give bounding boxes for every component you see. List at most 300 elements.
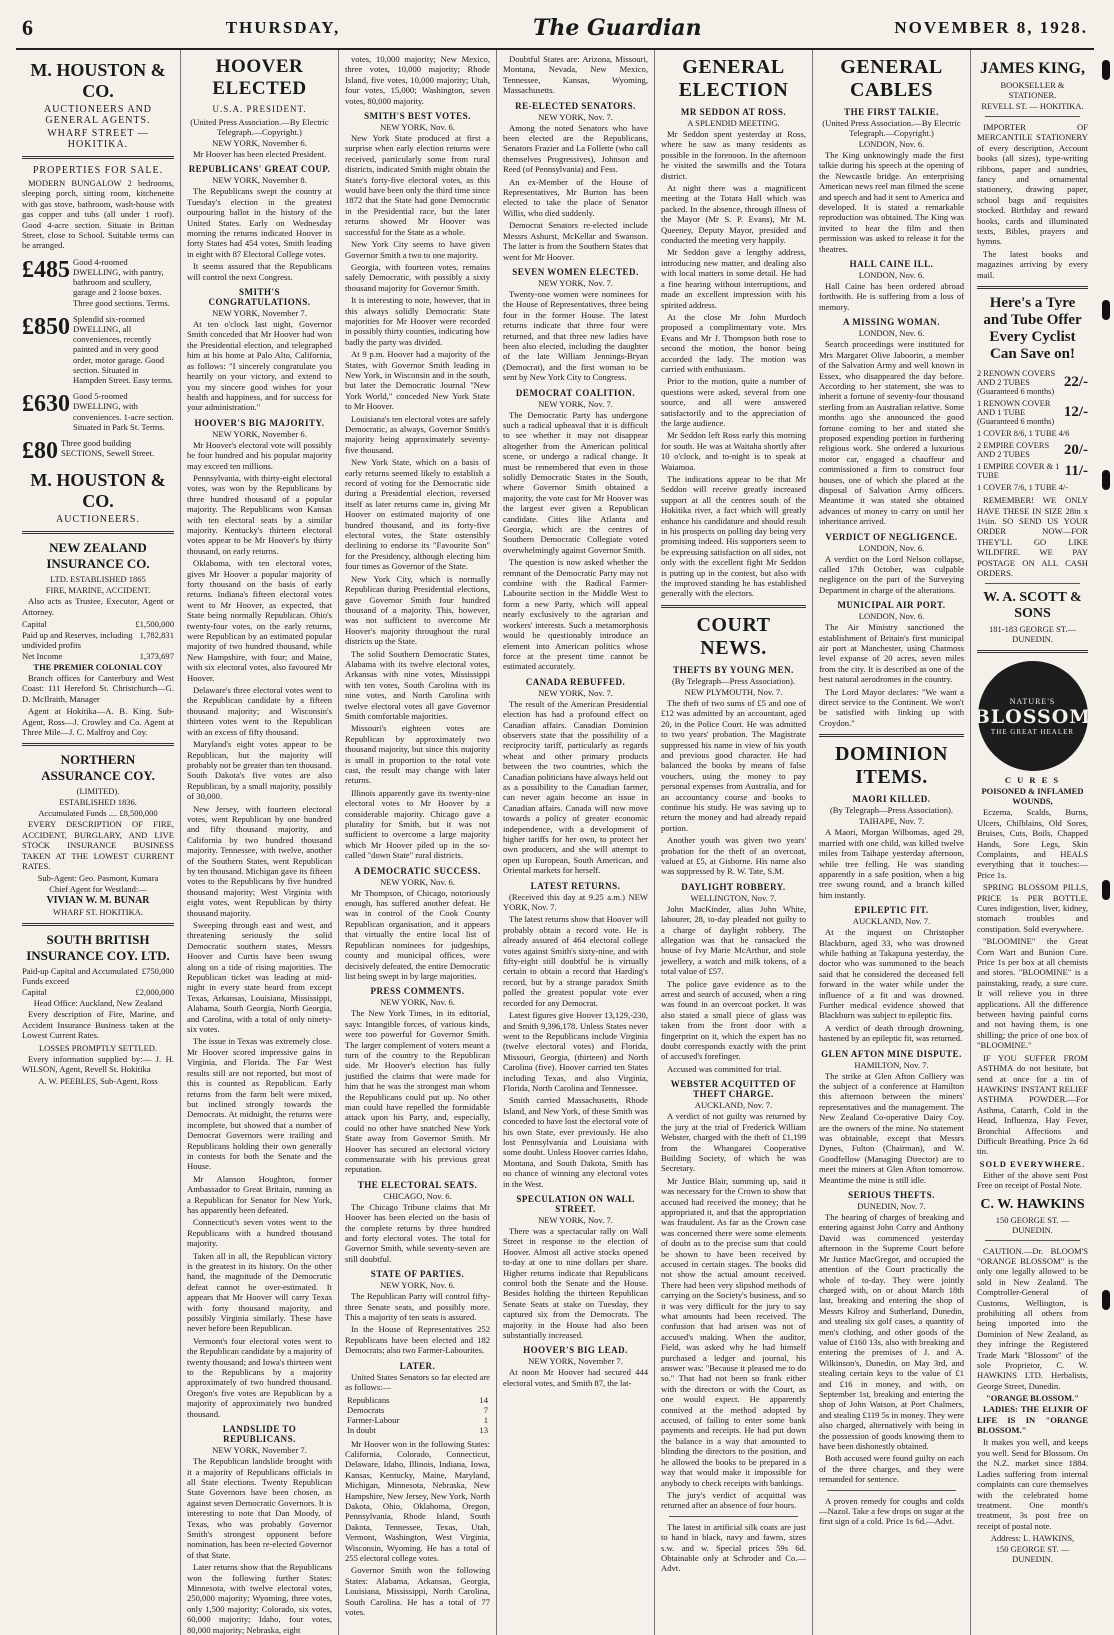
nz-insurance-trustee: Also acts as Trustee, Executor, Agent or Attorney. (22, 596, 174, 617)
tyre-note: REMEMBER! WE ONLY HAVE THESE IN SIZE 28in x 1½in. SO SEND US YOUR ORDER NOW—FOR THEY'LL GO LIKE WILDFIRE. WE PAY POSTAGE ON ALL CASH ORDERS. (977, 495, 1088, 578)
offer-price: 20/- (1063, 441, 1088, 458)
article-dateline: HAMILTON, Nov. 7. (854, 1059, 929, 1070)
article-dateline: NEW YORK, November 6. (212, 138, 307, 148)
article-heading: MAORI KILLED. (852, 794, 931, 805)
article-paragraph: Oklahoma, with ten electoral votes, gives Mr Hoover a popular majority of forty thousand on the basis of early returns. Indiana's fifteen electoral votes went to Mr Hoover, as expected, that State being normally Republican. Ohio's twenty-four votes, on the early returns, were Republican by an estimated popular majority of two hundred thousand, while New Hampshire, with four; and Maine, with six electoral votes, also favoured Mr Hoover. (187, 558, 332, 683)
figure-value: 1,373,697 (139, 650, 174, 661)
article-paragraph: The New York Times, in its editorial, says: Intangible forces, of various kinds, were too powerful for Governor Smith. The larger complement of voters meant a turn of the country to the Republican side. Mr Hoover's election has fully justified the claims that were made for him that he was the strongest man whom the Republicans could put up. No other man could have repelled the formidable attack upon his Party, and, especially, could no other have snatched New York State away from Governor Smith. Mr Hoover has secured an electoral victory commensurate with his previous great reputation. (345, 1008, 490, 1175)
article-dateline: TAIHAPE, Nov. 7. (858, 816, 925, 827)
paragraph: Governor Smith won the following States: Alabama, Arkansas, Georgia, Louisiana, Mississippi, North Carolina, South Carolina. He has a total of 77 votes. (345, 1565, 490, 1617)
article-paragraph: A Maori, Morgan Wilbomas, aged 29, married with one child, was killed twelve miles from Taihape yesterday afternoon, while tree felling. He was standing apparently in a safe position, when a big tree swung round, and a branch killed him instantly. (819, 827, 964, 900)
article-heading: MUNICIPAL AIR PORT. (837, 600, 946, 611)
article-heading: SEVEN WOMEN ELECTED. (512, 266, 639, 277)
article-subheading: A SPLENDID MEETING. (687, 118, 780, 128)
listing-price: £485 (22, 256, 70, 283)
south-british-desc: Every description of Fire, Marine, and Accident Insurance Business taken at the Lowest Current Rates. (22, 1009, 174, 1041)
article-paragraph: An ex-Member of the House of Representatives, Mr Burton has been elected to take the place of Senator Willis, who died suddenly. (503, 176, 648, 218)
blossom-pills: SPRING BLOSSOM PILLS, PRICE 1s PER BOTTLE. Cures indigestion, liver, kidney, stomach troubles and constipation. Sold everywhere. (977, 882, 1088, 934)
punch-hole-mark (1102, 1290, 1110, 1310)
article-paragraph: The Democratic Party has undergone such a radical upheaval that it is difficult to see whether it may not disappear altogether from the American political scene, or undergo a radical change. It must be remembered that even in those solidly Democratic States in the South, where Governor Smith obtained a majority, the vote cast for Mr Hoover was the largest ever given a Republican candidate. Cities like Atlanta and Georgia, which are the centres of Southern Democratic Collegiate voted overwhelmingly against Governor Smith. (503, 409, 648, 555)
figure-row (22, 619, 174, 629)
article-dateline: LONDON, Nov. 6. (858, 270, 925, 281)
article-paragraph: Mr Justice Blair, summing up, said it was necessary for the Crown to show that accused had received the money; that he appropriated it, and that the appropriation was fraudulent. As far as the Crown case was concerned there were some elements of doubt as to the precise sum that could be shown to have been received by accused in certain stages. The books did not show the actual amount received. There had been very slipshod methods of carrying on the Society's business, and so it was very difficult for the jury to say what amounts had been received. The confusion that had arisen was not of accused's making. When the auditor, Field, was asked why he had himself purchased a ledger and journal, his answer was: "Because it pleased me to do so." That had not been so frank either with the directors or with the Court, as one would expect. He apparently connived at the method adopted by accused, of failing to enter some bank payments and receipts. He had put down the balance in a way that amounted to blinding the directors to the position, and he allowed the books to be prepared in a way that would make it impossible for anybody to check receipts with bankings. (661, 1175, 806, 1488)
tyre-offer-row (977, 483, 1088, 492)
party-count: 7 (483, 1404, 488, 1415)
article-heading: THE FIRST TALKIE. (844, 107, 939, 117)
article-dateline: NEW PLYMOUTH, Nov. 7. (684, 686, 783, 697)
article-paragraph: Prior to the motion, quite a number of questions were asked, several from one source, and all were answered satisfactorily and to the appreciation of the large audience. (661, 376, 806, 428)
divider (819, 734, 964, 737)
article-paragraph: The Republicans swept the country at Tuesday's election in the greatest outpouring ballot in the history of the United States. Early on Wednesday morning the returns indicated Hoover in forty States had 454 votes, Smith leading in eight with 87 Electoral College votes. (187, 186, 332, 259)
article-heading: DAYLIGHT ROBBERY. (681, 881, 786, 892)
northern-agent-address: WHARF ST. HOKITIKA. (52, 907, 144, 918)
election-local-articles (661, 107, 806, 599)
offer-text: 1 EMPIRE COVER & 1 TUBE (977, 462, 1060, 481)
article-paragraph: The Chicago Tribune claims that Mr Hoover has been elected on the basis of the complete returns by three hundred and forty electoral votes. The total for Governor Smith, while seventy-seven are still doubtful. (345, 1201, 490, 1264)
article-heading: LANDSLIDE TO REPUBLICANS. (222, 1424, 297, 1445)
divider (977, 650, 1088, 653)
article-dateline: NEW YORK, Nov. 6. (380, 876, 455, 887)
article-paragraph: Twenty-one women were nominees for the House of Representatives, three being four in the former House. The latest returns indicate that three four were returned, and that three new ladies have been also elected, including the daughter of the late William Jennings-Bryan (Democrat), and the first woman to be sent by New York City to Congress. (503, 288, 648, 383)
listing-text: Good 4-roomed DWELLING, with pantry, bathroom and scullery, garage and 2 loose boxes. Three good sections. Terms. (73, 256, 170, 308)
article-dateline: NEW YORK, November 7. (528, 1356, 623, 1367)
nz-insurance-agents: Agent at Hokitika—A. B. King. Sub-Agent, Ross—J. Crowley and Co. Agent at Three Mile—J. C. Malfroy and Coy. (22, 706, 174, 737)
article-heading: SMITH'S CONGRATULATIONS. (208, 287, 311, 308)
bungalow-listing: MODERN BUNGALOW 2 bedrooms, sleeping porch, sitting room, kitchenette with gas stove, bathroom, wash-house with gas copper and tubs (all under 1 roof). Good 4-acre section. Situate in Brittan Street, close to School. Suitable terms can be arranged. (22, 178, 174, 251)
james-king-address: REVELL ST. — HOKITIKA. (981, 101, 1084, 111)
properties-heading: PROPERTIES FOR SALE. (32, 165, 164, 176)
article-paragraph: Latest figures give Hoover 13,129,-230, and Smith 9,396,178. Unless States never went to the Republicans include Virginia (twelve electoral votes) and Florida, Missouri, Georgia, (thirteen) and North Carolina (five). Hoover carried ten States including Texas, and also Virginia, Florida, North Carolina and Tennessee. (503, 1010, 648, 1093)
column-senators (497, 50, 655, 1635)
article-paragraph: United States Senators so far elected are as follows:— (345, 1371, 490, 1393)
article-paragraph: Another youth was given two years' probation for the theft of an overcoat, valued at £5, at Gisborne. His name also was suppressed by R. W. Tate, S.M. (661, 835, 806, 877)
northern-sub-agent: Sub-Agent: Geo. Pasmont, Kumara (37, 873, 159, 884)
article-dateline: NEW YORK, Nov. 6. (380, 997, 455, 1008)
hawkins-address: 150 GEORGE ST. — DUNEDIN. (995, 1214, 1070, 1235)
article-paragraph: Sweeping through east and west, and threatening seriously the solid Democratic southern states, Messrs Hoover and Curtis have been swung along on a tide of rising majorities. The Republican ticket was leading at mid-night in every state heard from except Texas, Arkansas, Louisiana, Mississippi, Alabama, South Georgia, North Georgia, and Carolina, with a total of only ninety-six votes. (187, 920, 332, 1035)
article-paragraph: New York State produced at first a surprise when early election returns were received, particularly some from rural districts, indicated Smith might obtain the State's forty-five electoral votes, as this would have been only the third time since 1872 that the State had gone Democratic in the Presidential race, but the later returns showed Mr Hoover was successful for the State as a whole. (345, 133, 490, 237)
article-heading: HOOVER'S BIG LEAD. (523, 1345, 628, 1356)
property-listing (22, 314, 174, 385)
property-listing (22, 257, 174, 308)
article-heading: EPILEPTIC FIT. (854, 905, 929, 916)
party-name: In doubt (347, 1424, 376, 1435)
article-dateline: NEW YORK, November 7. (212, 308, 307, 319)
article-dateline: NEW YORK, November 8. (212, 175, 307, 186)
article-dateline: AUCKLAND, Nov. 7. (694, 1100, 773, 1111)
article-paragraph: Connecticut's seven votes went to the Republicans with a hundred thousand majority. (187, 1217, 332, 1249)
article-heading: VERDICT OF NEGLIGENCE. (825, 531, 958, 542)
general-election-headline: GENERAL ELECTION (678, 56, 789, 101)
article-paragraph: It seems assured that the Republicans will control the next Congress. (187, 261, 332, 282)
houston-name: M. HOUSTON & CO. (30, 60, 166, 101)
article-heading: RE-ELECTED SENATORS. (515, 100, 636, 111)
article-paragraph: In the House of Representatives 252 Republicans have been elected and 182 Democrats; also two Farmer-Labourites. (345, 1324, 490, 1356)
article-heading: LATEST RETURNS. (530, 880, 621, 891)
nz-insurance-branches: Branch offices for Canterbury and West Coast: 111 Hereford St. Christchurch—G. D. McIlraith, Manager (22, 672, 174, 704)
james-king-latest: The latest books and magazines arriving by every mail. (977, 248, 1088, 280)
article-paragraph: It is interesting to note, however, that in this always solidly Democratic State majorities for Mr Hoover were recorded in possibly thirty counties, indicating how badly the party was divided. (345, 295, 490, 347)
offer-text: 2 EMPIRE COVERS AND 2 TUBES (977, 441, 1050, 460)
article-heading: THEFTS BY YOUNG MEN. (673, 664, 794, 675)
article-paragraph: The strike at Glen Afton Colliery was the subject of a conference at Hamilton this afternoon between the miners' representatives and the management. The New Zealand Co-operative Dairy Coy. are the owners of the mine. No statement was obtainable, except that Messrs Dynes, Fulton (Chairman), and W. Goodfellow (Managing Director) are to meet the miners at Glen Afton tomorrow. Meantime the mine is still idle. (819, 1070, 964, 1185)
tyre-offer-row (977, 462, 1088, 480)
court-articles (661, 665, 806, 1511)
cures-label: C U R E S (1004, 775, 1061, 786)
article-paragraph: The result of the American Presidential election has had a profound effect on Canadian affairs. Canadian Dominion observers state that the possibility of a reciprocity tariff, particularly as regards wheat and other primary products between the two countries, which the Canadian politicians have always held out as a possibility to the Canadian farmer, can never again become an issue in Canadian affairs. Canada will now move towards a policy of greater economic independence, with a development of higher tariffs for her own, to protect her own producers, and she will attempt to open up European, South American, and Oriental markets for herself. (503, 698, 648, 876)
listing-text: Good 5-roomed DWELLING, with conveniences. 1-acre section. Situated in Park St. Terms. (73, 391, 174, 432)
article-paragraph: Illinois apparently gave its twenty-nine electoral votes to Mr Hoover by a considerable majority. Chicago gave a plurality for Smith, but it was not sufficient to overcome a large majority which Mr Hoover piled up in the so-called "down State" rural districts. (345, 787, 490, 861)
punch-hole-mark (1102, 880, 1110, 900)
article-paragraph: There was a spectacular rally on Wall Street in response to the election of Hoover. Almost all active stocks opened to-day at one to nine dollars per share. Higher returns indicate that Republicans control both the Senate and the House. Besides holding the thirteen Republican Senate Seats at stake on Tuesday, they captured six from the Democrats. The majority in the House had also been substantially increased. (503, 1226, 648, 1341)
hoover-credit: (United Press Association.—By Electric Telegraph.—Copyright.) (190, 117, 329, 137)
article-heading: A MISSING WOMAN. (842, 317, 941, 328)
cable-articles (819, 107, 964, 728)
article-paragraph: Smith carried Massachusetts, Rhode Island, and New York, of these Smith was conceded to have lost the electoral vote of his own State, ever previously. He also lost Pennsylvania and Louisiana with some doubt. Unless Hoover carries Idaho, Montana, and South Dakota, Smith has no chance of winning any electoral votes in the West. (503, 1095, 648, 1189)
article-subheading: (By Telegraph—Press Association). (829, 805, 954, 816)
article-heading: HALL CAINE ILL. (849, 259, 934, 270)
article-subheading: (United Press Association.—By Electric Telegraph.—Copyright.) (822, 118, 961, 138)
tyre-offers (977, 369, 1088, 492)
senate-row (345, 1415, 490, 1425)
article-paragraph: Georgia, with fourteen votes, remains safely Democratic, with possibly a sixty thousand majority for Governor Smith. (345, 261, 490, 293)
property-listing (22, 391, 174, 432)
james-king-role: BOOKSELLER & STATIONER. (1000, 80, 1065, 100)
listing-text: Splendid six-roomed DWELLING, all conveniences, recently painted and in very good order, motor garage. Good section. Situated in Hampden Street. Easy terms. (73, 313, 173, 386)
article-paragraph: The indications appear to be that Mr Seddon will receive greatly increased support at all the centres south of the Hokitika river, a fact which will greatly enhance his candidature and should result in his prospects on polling day being very promising indeed. His supporters seem to be expressing satisfaction on all sides, not only with the excellent fight Mr Seddon is putting up in the contest, but also with the improved standing he has established generally with the electors. (661, 474, 806, 599)
divider (22, 923, 174, 926)
article-heading: GLEN AFTON MINE DISPUTE. (821, 1048, 962, 1059)
article-paragraph: A verdict of not guilty was returned by the jury at the trial of Frederick William Webster, charged with the theft of £1,199 from the Whangarei Cooperative Building Society, of which he was Secretary. (661, 1111, 806, 1174)
south-british-info: Every information supplied by:— J. H. WILSON, Agent, Revell St. Hokitika (22, 1053, 174, 1074)
dominion-items-headline: DOMINION ITEMS. (835, 743, 948, 789)
article-paragraph: At the close Mr John Murdoch proposed a complimentary vote. Mrs Evans and Mr J. Thompson both rose to second the motion, the honor being accorded the lady. The motion was carried with enthusiasm. (661, 311, 806, 374)
article-paragraph: The solid Southern Democratic States, Alabama with its twelve electoral votes, Arkansas with nine votes, Mississippi with ten votes, South Carolina with its nine votes, and North Carolina with twelve electoral votes all gave Governor Smith comfortable majorities. (345, 648, 490, 721)
article-paragraph: New York City seems to have given Governor Smith a two to one majority. (345, 239, 490, 260)
party-name: Republicans (347, 1394, 390, 1405)
figure-label: Net Income (22, 650, 63, 661)
senate-row (345, 1405, 490, 1415)
figure-label: Paid up and Reserves, including undivided profits (22, 629, 133, 650)
column-advertisements (971, 50, 1094, 1635)
nz-insurance-established: LTD. ESTABLISHED 1865 (50, 574, 146, 585)
nz-insurance-figures (22, 619, 174, 661)
party-count: 13 (479, 1424, 488, 1435)
tyre-offer-headline: Here's a Tyre and Tube Offer Every Cyclist Can Save on! (983, 295, 1082, 363)
northern-funds: Accumulated Funds .... £8,500,000 (38, 808, 158, 819)
article-dateline: NEW YORK, Nov. 7. (538, 687, 613, 698)
divider (669, 1516, 798, 1517)
article-paragraph: Delaware's three electoral votes went to the Republican candidate by a fifteen thousand majority; and Wisconsin's thirteen votes went to the Republican with an excess of fifty thousand. (187, 685, 332, 737)
article-subheading: (By Telegraph—Press Association). (671, 675, 796, 686)
article-paragraph: Search proceedings were instituted for Mrs Margaret Olive Jaboorin, a member of the Salvation Army and well known in Essex, who disappeared the day before. According to her statement, she was to inherit a fortune of seventy-four thousand sterling from an Australian relative. Some months ago she announced the good fortune coming to her and stated she proposed expending portion in furthering religious work. She ordered a luxurious motor car, engaged a chauffeur and commissioned a firm to construct four houses, one of which she placed at the disposal of Salvation Army officers. Meantime it was stated she obtained advances of money to carry on until her inheritance arrived. (819, 339, 964, 527)
article-heading: THE ELECTORAL SEATS. (357, 1179, 478, 1190)
article-heading: STATE OF PARTIES. (370, 1269, 465, 1280)
article-dateline: LONDON, Nov. 6. (858, 139, 925, 149)
article-dateline: NEW YORK, Nov. 6. (380, 1280, 455, 1291)
asthma-ad: IF YOU SUFFER FROM ASTHMA do not hesitate, but send at once for a tin of HAWKINS' INSTANT RELIEF ASTHMA POWDER.—For Asthma, Catarrh, Cold in the Head, Influenza, Hay Fever, Bronchial Affections and Difficult Breathing. Price 2s 6d tin. (977, 1052, 1088, 1157)
figure-row (22, 630, 174, 650)
article-dateline: LONDON, Nov. 6. (858, 542, 925, 553)
hoover-articles (187, 138, 332, 1635)
states-won-text (345, 1439, 490, 1618)
article-paragraph: Both accused were found guilty on each of the three charges, and they were remanded for sentence. (819, 1453, 964, 1485)
scott-firm: W. A. SCOTT & SONS (983, 590, 1082, 622)
cures-sub: POISONED & INFLAMED WOUNDS, (981, 786, 1084, 807)
northern-desc: EVERY DESCRIPTION OF FIRE, ACCIDENT, BURGLARY, AND LIVE STOCK INSURANCE BUSINESS TAKEN AT THE LOWEST CURRENT RATES. (22, 819, 174, 871)
hoover-subhead: U.S.A. PRESIDENT. (212, 104, 307, 114)
offer-text: 1 COVER 7/6, 1 TUBE 4/- (977, 483, 1069, 493)
article-heading: CANADA REBUFFED. (525, 676, 626, 687)
figure-value: £750,000 (141, 966, 174, 977)
article-dateline: NEW YORK, Nov. 7. (538, 111, 613, 122)
article-heading: MR SEDDON AT ROSS. (680, 107, 787, 117)
blossom-seal-logo (973, 661, 1092, 771)
article-paragraph: Pennsylvania, with thirty-eight electoral votes, was won by the Republicans by three hundred thousand of a popular majority. The Republicans won Kansas with ten electoral seats by a similar majority. Kentucky's thirteen electoral votes appear to be Mr Hoover's by thirty thousand, on early returns. (187, 472, 332, 556)
tyre-offer-row (977, 369, 1088, 396)
property-listings (22, 257, 174, 464)
article-paragraph: Mr Alanson Houghton, former Ambassador to Great Britain, running as a Republican for Senator for New York, has apparently been defeated. (187, 1173, 332, 1215)
court-news-headline: COURT NEWS. (696, 613, 771, 659)
general-cables-headline: GENERAL CABLES (840, 56, 943, 101)
tyre-offer-row (977, 399, 1088, 426)
article-paragraph: The police gave evidence as to the arrest and search of accused, when a ring was found in an overcoat pocket. It was also stated a small piece of glass was taken from the front door with a fingerprint on it, which the expert has no doubt corresponds exactly with the print of accused's forefinger. (661, 978, 806, 1062)
article-paragraph: Louisiana's ten electoral votes are safely Democratic, as always, Governor Smith's majority being approximately seventy-five thousand. (345, 413, 490, 455)
masthead-date: NOVEMBER 8, 1928. (894, 18, 1088, 37)
article-dateline: DUNEDIN, Nov. 7. (857, 1201, 926, 1212)
houston-role: AUCTIONEERS AND GENERAL AGENTS. (43, 104, 153, 126)
figure-row (22, 966, 174, 986)
houston-role-bottom: AUCTIONEERS. (56, 514, 140, 526)
orange-blossom-heading: "ORANGE BLOSSOM." (985, 1393, 1080, 1404)
paper-title: The Guardian (532, 15, 702, 41)
party-name: Democrats (347, 1404, 385, 1415)
column-ads-insurance (16, 50, 181, 1635)
party-name: Farmer-Labour (347, 1414, 400, 1425)
divider (22, 743, 174, 746)
figure-label: Capital (22, 987, 47, 998)
party-count: 1 (483, 1414, 488, 1425)
cures-list: Eczema, Scalds, Burns, Ulcers, Chilblains, Old Sores, Bruises, Cuts, Boils, Chapped Hands, Sore Legs, Skin Complaints, and HEALS everything that it touches:—Price 1s. (977, 807, 1088, 880)
senate-row (345, 1395, 490, 1405)
figure-value: £2,000,000 (135, 987, 174, 998)
punch-hole-mark (1102, 300, 1110, 320)
page-number: 6 (22, 15, 33, 40)
article-heading: DEMOCRAT COALITION. (515, 387, 636, 398)
advt-nazol: A proven remedy for coughs and colds—Nazol. Take a few drops on sugar at the first sign of a cold. Price 1s 6d.—Advt. (819, 1495, 964, 1527)
address-last: 150 GEORGE ST. — DUNEDIN. (995, 1544, 1070, 1565)
article-paragraph: The hearing of charges of breaking and entering against John Corry and Anthony David was commenced yesterday afternoon in the Supreme Court before Mr Justice MacGregor, and occupied the attention of the Court practically the whole of to-day. They were jointly charged with, on or about March 18th last, breaking and entering the shop of Messrs Kilroy and Sutherland, Dunedin, and stealing six golf cases, a quantity of men's clothing, and other goods of the value of £160 13s, also with breaking and entering the premises of J. and A. Wilkinson's, Dunedin, on May 3rd, and stealing certain keys to the value of £1 and £16 in money, and with, on September 1st, breaking and entering the shop of John Watson, at Port Chalmers, and stealing £119 5s in money. They were also charged, alternatively with being in the possession of goods knowing them to have been dishonestly obtained. (819, 1212, 964, 1451)
senate-row (345, 1425, 490, 1435)
article-dateline: AUCKLAND, Nov. 7. (852, 916, 931, 927)
punch-hole-mark (1102, 60, 1110, 80)
address-label: Address: L. HAWKINS, (990, 1533, 1075, 1544)
northern-limited: (LIMITED). (76, 786, 120, 797)
seal-top-text: NATURE'S (1009, 696, 1056, 706)
figure-value: £1,500,000 (135, 618, 174, 629)
dominion-articles (819, 794, 964, 1484)
south-british-figures (22, 966, 174, 997)
article-paragraph: New Jersey, with fourteen electoral votes, went Republican by one hundred and fifty thousand majority, and California by two hundred thousand majority. Tennessee, with twelve, another of the Southern States, went Republican by ten thousand. Michigan gave its fifteen votes to the Republicans by five hundred thousand majority; West Virginia with eight votes, went Republican by thirty thousand majority. (187, 803, 332, 918)
south-british-head-office: Head Office: Auckland, New Zealand (33, 998, 163, 1009)
article-paragraph: Accused was committed for trial. (667, 1063, 782, 1074)
hoover-headline: HOOVER ELECTED (212, 56, 307, 99)
article-heading: SERIOUS THEFTS. (848, 1190, 935, 1201)
paragraph: Mr Hoover won in the following States: California, Colorado, Connecticut, Delaware, Idaho, Illinois, Indiana, Iowa, Kansas, Kentucky, Maine, Maryland, Michigan, Minnesota, Nebraska, New Hampshire, New Jersey, New York, North Dakota, Ohio, Oklahoma, Oregon, Pennsylvania, Rhode Island, South Dakota, Tennessee, Texas, Utah, Vermont, Washington, West Virginia, Wisconsin, Wyoming. He has a total of 255 electoral college votes. (345, 1438, 490, 1563)
article-paragraph: Mr Seddon left Ross early this morning for south. He was at Waitaha shortly after 10 o'clock, and to-night is to speak at Waiamoa. (661, 430, 806, 472)
divider (977, 286, 1088, 289)
masthead (16, 8, 1094, 50)
article-dateline: NEW YORK, November 7. (212, 1445, 307, 1456)
masthead-day: THURSDAY, (225, 18, 341, 37)
offer-text: 1 RENOWN COVER AND 1 TUBE (Guaranteed 6 months) (977, 399, 1055, 427)
article-dateline: NEW YORK, November 6. (212, 428, 307, 439)
article-paragraph: Hall Caine has been ordered abroad forthwith. He is suffering from a loss of memory. (819, 281, 964, 312)
offer-text: 1 COVER 8/6, 1 TUBE 4/6 (977, 429, 1070, 439)
article-paragraph: Vermont's four electoral votes went to the Republican candidate by a majority of twenty thousand; and Iowa's thirteen went to the Republicans by a majority approximately of two hundred thousand. Oregon's five votes are Republican by a majority of approximately two hundred thousand. (187, 1335, 332, 1419)
listing-price: £630 (22, 391, 70, 418)
article-paragraph: At noon Mr Hoover had secured 444 electoral votes, and Smith 87, the lat- (503, 1367, 648, 1388)
article-paragraph: The Republican landslide brought with it a majority of Republicans officials in all State elections. Twenty Republican State Governors have been chosen, as against seven Democratic Governors. It is interesting to note that Dan Moody, of Texas, who was probably Governor Smith's strongest opponent before nomination, has been re-elected Governor of that State. (187, 1456, 332, 1560)
article-paragraph: A verdict of death through drowning, hastened by an epileptic fit, was returned. (819, 1022, 964, 1044)
article-heading: WEBSTER ACQUITTED OF THEFT CHARGE. (670, 1079, 797, 1100)
offer-text: 2 RENOWN COVERS AND 2 TUBES (Guaranteed 6 months) (977, 369, 1056, 397)
article-paragraph: The latest returns show that Hoover will probably obtain a record vote. He is already assured of 464 electoral college votes against Smith's sixty-nine, and with fifty-eight still doubtful he is virtually certain to obtain a record that Harding's record, but by a strange paradox Smith polled the greatest popular vote ever recorded for any Democrat. (503, 914, 648, 1008)
bloomine-ad: "BLOOMINE" the Great Corn Wart and Bunion Cure. Price 1s per box at all chemists and stores. "BLOOMINE" is a painstaking, ready, a sure cure. It will relieve you in three applications. All the difference between having painful corns and not having them, is one shilling; the price of one box of "BLOOMINE." (977, 936, 1088, 1051)
post-free-note: Either of the above sent Post Free on receipt of Postal Note. (977, 1169, 1088, 1191)
article-paragraph: Maryland's eight votes appear to be Republican, but the majority will probably not be greater than ten thousand. South Dakota's five votes are also Republican, by a small majority, possibly of 30,000. (187, 739, 332, 802)
figure-label: Paid-up Capital and Accumulated Funds exceed (22, 966, 138, 987)
article-dateline: NEW YORK, Nov. 7. (538, 398, 613, 409)
sold-everywhere: SOLD EVERYWHERE. (979, 1158, 1086, 1169)
article-paragraph: The theft of two sums of £5 and one of £12 was admitted by an accountant, aged 20, in the Police Court. He was admitted to two years' probation. The Magistrate suppressed his name in view of his youth and previous good character. He had balanced the books by means of false vouchers, using the money to pay personal expenses from Australia, and for an accountancy course and books to continue his study. He was saving up to return the money and had already repaid portion. (661, 697, 806, 833)
article-paragraph: The issue in Texas was extremely close. Mr Hoover scored impressive gains in Virginia, and Florida. The Far West results still are not reported, but most of this is counted as Republican. Early returns from the farm belt were mixed, but inclined strongly towards the Democrats. At midnight, the returns were incomplete, but showed that a number of Democrat Governors were trailing and Republicans holding their own generally in contests for both the Senate and the House. (187, 1036, 332, 1172)
article-paragraph: The Republican Party will control fifty-three Senate seats, and possibly more. This a majority of ten seats is assured. (345, 1291, 490, 1323)
article-dateline: NEW YORK, Nov. 6. (380, 122, 455, 133)
figure-label: Capital (22, 618, 47, 629)
article-paragraph: John MacKinder, alias John White, labourer, 28, to-day pleaded not guilty to a charge of daylight robbery. The allegation was that he ransacked the house of Ivy Marie McArthur, and stole jewellery, a watch and milk tokens, of a total value of £57. (661, 903, 806, 977)
offer-price: 12/- (1063, 404, 1088, 421)
article-paragraph: A verdict on the Lord Nelson collapse, called 17th October, was culpable negligence on the part of the Surveying Department in charge of the alterations. (819, 553, 964, 595)
figure-value: 1,782,831 (139, 629, 174, 640)
column-general-cables (813, 50, 971, 1635)
james-king-name: JAMES KING, (980, 60, 1085, 77)
senate-table (345, 1395, 490, 1435)
offer-price: 22/- (1063, 374, 1088, 391)
advt-silk-coats: The latest in artificial silk coats are just to hand in black, navy and fawns, sizes s.w. and w. Special prices 59s 6d. Obtainable only at Schroder and Co.—Advt. (661, 1521, 806, 1574)
article-paragraph: Later returns show that the Republicans won the following further States: Minnesota, with twelve electoral votes, 250,000 majority; Wyoming, three votes, only 1,500 majority; Colorado, six votes, 60,000 majority; Idaho, four votes, 80,000 majority; Nebraska, eight (187, 1562, 332, 1635)
divider (661, 605, 806, 608)
article-paragraph: (Received this day at 9.25 a.m.) NEW YORK, Nov. 7. (503, 891, 648, 913)
paragraph: votes, 10,000 majority; New Mexico, three votes, 10,000 majority; Rhode Island, five votes, 10,000 majority; Utah, four votes, 15,000; Washington, seven votes, 80,000 majority. (345, 54, 490, 106)
listing-text: Three good building SECTIONS, Sewell Street. (61, 438, 155, 459)
article-heading: A DEMOCRATIC SUCCESS. (354, 865, 481, 876)
party-count: 14 (479, 1394, 488, 1405)
divider (985, 116, 1080, 117)
premier-colonial: THE PREMIER COLONIAL COY (33, 661, 163, 672)
seal-bottom-text: THE GREAT HEALER (990, 727, 1075, 736)
divider (985, 583, 1080, 584)
article-paragraph: At night there was a magnificent meeting at the Totara Hall which was packed. In the absence, through illness of the Mayor (Mr S. P. Evans), Mr M. Queeney, Deputy Mayor, presided and conducted the meeting very happily. (661, 183, 806, 246)
offer-price: 11/- (1064, 462, 1088, 479)
caution-text: CAUTION.—Dr. BLOOM'S "ORANGE BLOSSOM" is the only one legally allowed to be sold in New Zealand. The Comptroller-General of Customs, Wellington, is prohibiting all others from being imported into the Dominion of New Zealand, as they infringe the Registered Trade Mark "Blossom" of the sole Proprietor, C. W. HAWKINS LTD. Herbalists, George Street, Dunedin. (977, 1245, 1088, 1391)
paragraph: Doubtful States are: Arizona, Missouri, Montana, Nevada, New Mexico, Tennessee, Kansas, Wyoming, Massachusetts. (503, 54, 648, 96)
houston-name-bottom: M. HOUSTON & CO. (30, 470, 166, 512)
nz-insurance-lines: FIRE, MARINE, ACCIDENT. (45, 585, 151, 596)
column-election-continued (339, 50, 497, 1635)
divider (827, 1490, 956, 1491)
article-paragraph: The question is now asked whether the remnant of the Democratic Party may not combine with the Radical Farmer-Labourite section in the Middle West to form a new Party, which will appeal nearly exclusively to the agrarian and workers' interests. Such a metamorphosis would be questionably introduce an element into American politics whose force at the present time cannot be estimated accurately. (503, 557, 648, 672)
article-paragraph: Mr Hoover's electoral vote will possibly be four hundred and his popular majority may exceed ten millions. (187, 439, 332, 471)
james-king-text: IMPORTER OF MERCANTILE STATIONERY of every description, Account books (all sizes), type-writing ribbons, paper and sundries, fancy and ornamental stationery, drawing paper, school bags and requisites stocked. Birthday and reward books, cards and illuminated texts, Bibles, prayers and hymns. (977, 122, 1088, 247)
article-paragraph: Among the noted Senators who have been elected are the Republicans, Senators Frazier and La Follette (who call themselves Progressives), Johnson and Reed (of Pennsylvania) and Fess. (503, 122, 648, 175)
senate-articles (503, 101, 648, 1389)
houston-address: WHARF STREET — HOKITIKA. (47, 128, 149, 150)
article-paragraph: Democrat Senators re-elected include Messrs Ashurst, McKellar and Swanson. The latter is from the Southern States that went for Mr Hoover. (503, 220, 648, 262)
northern-chief-agent: Chief Agent for Westland:— (49, 884, 147, 895)
ladies-heading: LADIES: THE ELIXIR OF LIFE IS IN "ORANGE BLOSSOM." (977, 1404, 1088, 1436)
article-paragraph: Missouri's eighteen votes are Republican by approximately two thousand majority, but since this majority is small in proportion to the total vote cast, the result may change with later returns. (345, 723, 490, 786)
article-paragraph: At 9 p.m. Hoover had a majority of the States, with Governor Smith leading in New York, in Wisconsin and in the south, but later the Democratic Journal "New York World," conceded New York State to Mr Hoover. (345, 349, 490, 412)
figure-row (22, 987, 174, 997)
article-heading: REPUBLICANS' GREAT COUP. (188, 164, 331, 175)
listing-price: £80 (22, 438, 58, 465)
south-british-name: SOUTH BRITISH INSURANCE COY. LTD. (26, 932, 170, 964)
article-dateline: WELLINGTON, Nov. 7. (690, 892, 777, 903)
article-dateline: NEW YORK, Nov. 7. (538, 1215, 613, 1225)
tyre-offer-row (977, 441, 1088, 459)
punch-hole-mark (1102, 470, 1110, 490)
hawkins-name: C. W. HAWKINS (980, 1196, 1085, 1212)
divider (985, 1240, 1080, 1241)
south-british-peebles: A. W. PEEBLES, Sub-Agent, Ross (38, 1076, 158, 1087)
divider (22, 531, 174, 534)
article-paragraph: At ten o'clock last night, Governor Smith conceded that Mr Hoover had won the Presidential election, and telegraphed him at his home at Palo Alto, California, as follows: "I sincerely congratulate you heartily on your victory, and extend to you my sincere good wishes for your health and happiness, and for success for your administration." (187, 319, 332, 413)
south-british-losses: LOSSES PROMPTLY SETTLED. (38, 1042, 158, 1053)
northern-agent-name: VIVIAN W. M. BUNAR (46, 895, 150, 907)
article-paragraph: Mr Hoover has been elected President. (193, 149, 327, 159)
article-paragraph: New York City, which is normally Republican during Presidential elections, gave Governor Smith four hundred thousand of a majority. This, however, was not sufficient to overcome Mr Hoover's majority throughout the rural districts up the State. (345, 573, 490, 647)
seal-main-word: BLOSSOM (973, 705, 1092, 728)
doubtful-states-text (503, 54, 648, 96)
northern-name: NORTHERN ASSURANCE COY. (41, 752, 155, 784)
article-paragraph: Mr Seddon gave a lengthy address, introducing new matter, and dealing also with local matters in some detail. He had a fine hearing without interruptions, and made an excellent impression with his spirited address. (661, 247, 806, 310)
column-grid (16, 50, 1094, 1635)
column-general-election (655, 50, 813, 1635)
northern-established: ESTABLISHED 1836. (59, 797, 137, 808)
scott-address: 181-183 GEORGE ST.—DUNEDIN. (989, 624, 1076, 645)
continued-text (345, 54, 490, 106)
article-dateline: LONDON, Nov. 6. (858, 611, 925, 622)
election-articles (345, 111, 490, 1392)
divider (22, 156, 174, 159)
article-paragraph: The King unknowingly made the first talkie during his speech at the opening of the Newcastle bridge. An enterprising American news reel man filmed the scene and speech and had it sent to America and developed. It is stated a remarkable reproduction was obtained. The King was invited to hear the film and then permission was asked to release it for the theatres. (819, 150, 964, 254)
article-paragraph: The Air Ministry sanctioned the establishment of Britain's first municipal air port at Manchester, using Chatmoss level expanse of 20 acres, seven miles from the city. It is described as one of the best natural aerodromes in the country. (819, 622, 964, 685)
article-heading: SMITH'S BEST VOTES. (364, 111, 471, 122)
property-listing (22, 438, 174, 464)
article-paragraph: Taken all in all, the Republican victory is the greatest in its history. On the other hand, the magnitude of the Democratic defeat cannot be over-estimated. It appears that Mr Hoover will carry Texas with forty thousand majority, and possibly Virginia similarly. These have never before been Republican. (187, 1250, 332, 1334)
article-paragraph: The Lord Mayor declares: "We want a direct service to the Continent. We won't be satisfied with linking up with Croydon." (819, 686, 964, 728)
ladies-text: It makes you well, and keeps you well. Send for Blossom. On the N.Z. market since 1884. Ladies suffering from internal complaints can cure themselves with the celebrated home treatment. One month's treatment, 3s post free on receipt of postal note. (977, 1437, 1088, 1531)
article-dateline: CHICAGO, Nov. 6. (383, 1190, 452, 1201)
article-paragraph: Mr Thompson, of Chicago, notoriously enough, has suffered another defeat. He was in control of the Cook County Republican organisation, and it appears that virtually the entire local list of Republican nominees for judgeships, county and municipal offices, were decisively defeated, the entire Democratic list being swept in by large majorities. (345, 887, 490, 981)
figure-row (22, 651, 174, 661)
article-dateline: NEW YORK, Nov. 7. (538, 277, 613, 288)
listing-price: £850 (22, 313, 70, 340)
article-heading: SPECULATION ON WALL STREET. (516, 1194, 635, 1214)
article-heading: HOOVER'S BIG MAJORITY. (194, 417, 325, 428)
article-paragraph: New York State, which on a basis of early returns seemed likely to establish a record of voting for the Democratic side during a Presidential election, reversed itself as later returns came in, giving Mr Hoover on estimated majority of one hundred thousand, and its forty-five electoral votes, the State ostensibly declining to endorse its "Favourite Son" for the Presidency, although electing him four times as Governor of the State. (345, 457, 490, 572)
